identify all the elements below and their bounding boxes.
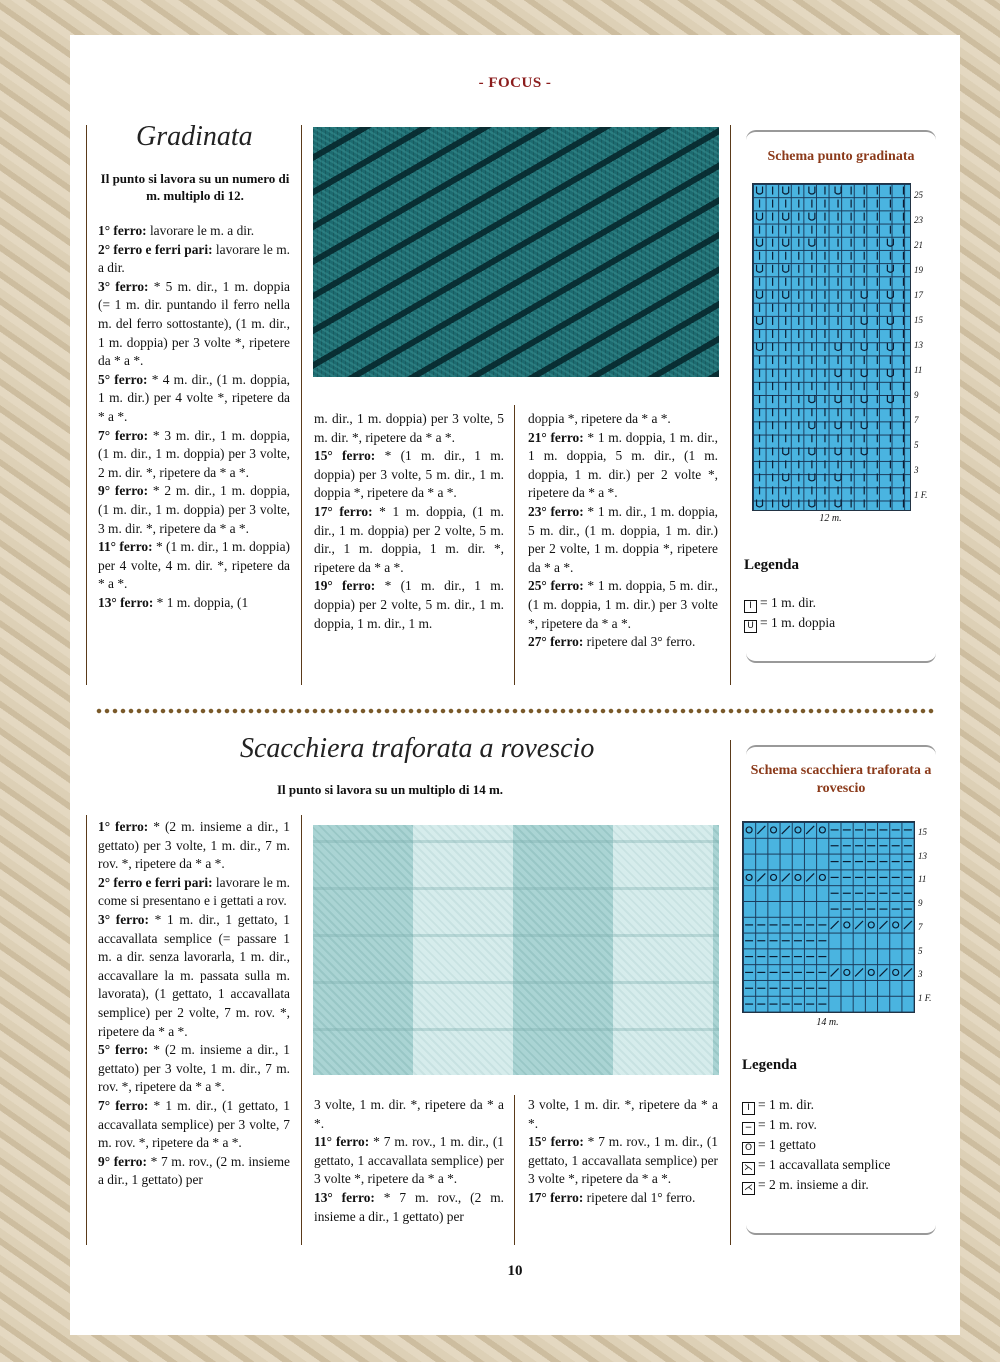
stitch-chart (752, 183, 911, 511)
section-subtitle: Il punto si lavora su un multiplo di 14 m. (276, 782, 504, 797)
instruction-row (314, 577, 504, 633)
row-text: * 1 m. dir., 1 gettato, 1 accavallata semplice (= passare 1 m. a dir. senza lavorarla, 1 m. dir., accavallare la m. passata sulla m. lavorata), (1 gettato, 1 accavallata semplice) per 2 volte, 7 m. rov. *, ripetere da * a *. (98, 911, 290, 1039)
chart-row-label: 1 F. (918, 993, 932, 1004)
row-text: * (2 m. insieme a dir., 1 gettato) per 3 volte, 1 m. dir., 7 m. rov. *, ripetere da * a *. (98, 819, 290, 872)
chart-row-label: 11 (918, 874, 927, 885)
chart-row-label: 3 (914, 465, 919, 476)
row-label: 17° ferro: (314, 503, 373, 519)
section-title: Gradinata (136, 121, 253, 152)
row-text: * (1 m. dir., 1 m. doppia) per 2 volte, 5 m. dir., 1 m. doppia, 1 m. dir., 1 m. (314, 578, 504, 631)
row-text: 3 volte, 1 m. dir. *, ripetere da * a *. (314, 1097, 504, 1131)
legend-item (744, 593, 835, 613)
row-label: 2° ferro e ferri pari: (98, 241, 213, 257)
legend-item (742, 1175, 890, 1195)
row-text: 3 volte, 1 m. dir. *, ripetere da * a *. (528, 1097, 718, 1131)
row-text: * 2 m. dir., 1 m. doppia, (1 m. dir., 1 m. doppia) per 3 volte, 3 m. dir. *, ripetere da * a *. (98, 483, 291, 536)
row-text: lavorare le m. a dir. (146, 223, 255, 238)
instruction-row (98, 278, 290, 371)
left-rule (86, 815, 87, 1245)
row-label: 11° ferro: (314, 1134, 370, 1150)
instructions-column-2 (314, 1096, 504, 1226)
col-rule (301, 815, 302, 1245)
legend-item (742, 1095, 890, 1115)
legend-symbol-icon: ⋋ (744, 1163, 753, 1173)
instruction-row (528, 1133, 718, 1189)
chart-width-label: 14 m. (816, 1017, 839, 1028)
row-label: 21° ferro: (528, 429, 584, 445)
row-label: 7° ferro: (98, 427, 149, 443)
legend-text: = 1 m. rov. (758, 1117, 817, 1132)
col-rule (301, 125, 302, 685)
legend-item (742, 1115, 890, 1135)
sidebar-brace (746, 745, 936, 761)
row-label: 5° ferro: (98, 1042, 149, 1058)
legend (744, 593, 835, 633)
row-text: * 1 m. dir., (1 gettato, 1 accavallata semplice) per 3 volte, 7 m. rov. *, ripetere da * a *. (98, 1097, 290, 1151)
sidebar-brace (746, 647, 936, 663)
legend-item (742, 1135, 890, 1155)
row-label: 2° ferro e ferri pari: (98, 874, 213, 890)
section-divider (95, 707, 935, 715)
instruction-row (98, 538, 290, 594)
schema-title: Schema punto gradinata (767, 149, 915, 164)
legend-text: = 2 m. insieme a dir. (758, 1177, 869, 1192)
sidebar-brace (746, 1219, 936, 1235)
instruction-row (528, 1096, 718, 1133)
chart-row-label: 17 (914, 289, 923, 300)
row-text: lavorare le m. come si presentano e i gettati a rov. (98, 874, 290, 909)
row-label: 27° ferro: (528, 634, 584, 650)
instructions-column-1 (98, 222, 290, 612)
row-text: * (2 m. insieme a dir., 1 gettato) per 3 volte, 1 m. dir., 7 m. rov. *, ripetere da * a *. (98, 1042, 290, 1095)
instruction-row (528, 577, 718, 633)
row-text: m. dir., 1 m. doppia) per 3 volte, 5 m. dir. *, ripetere da * a *. (314, 411, 504, 445)
row-text: * 4 m. dir., (1 m. doppia, 1 m. dir.) per 4 volte *, ripetere da * a *. (98, 371, 290, 424)
legend-text: = 1 gettato (758, 1137, 816, 1152)
chart-row-label: 5 (918, 945, 923, 956)
chart-row-label: 9 (914, 390, 919, 401)
page-number: 10 (507, 1263, 523, 1279)
page (70, 35, 960, 1335)
legend-symbol-icon: ⋌ (744, 1183, 753, 1193)
legend-symbol-icon: I (742, 1102, 755, 1115)
chart-symbols (743, 822, 914, 1012)
row-label: 23° ferro: (528, 503, 584, 519)
instruction-row (98, 241, 290, 278)
chart-row-label: 7 (914, 415, 919, 426)
row-text: * 7 m. rov., (2 m. insieme a dir., 1 gettato) per (314, 1189, 505, 1224)
row-label: 15° ferro: (314, 448, 376, 464)
legend-title: Legenda (742, 1057, 798, 1073)
chart-row-label: 13 (914, 340, 923, 350)
chart-row-label: 7 (918, 921, 923, 932)
instruction-row (98, 818, 290, 874)
row-label: 1° ferro: (98, 819, 149, 834)
row-label: 3° ferro: (98, 911, 149, 927)
instruction-row (98, 1153, 290, 1190)
row-text: * 1 m. doppia, (1 (153, 594, 249, 610)
row-text: * 7 m. rov., 1 m. dir., (1 gettato, 1 accavallata semplice) per 3 volte *, ripetere da * a *. (528, 1134, 718, 1187)
knit-sample-photo (313, 127, 719, 377)
row-label: 11° ferro: (98, 539, 153, 555)
chart-row-label: 9 (918, 898, 923, 909)
chart-row-label: 19 (914, 264, 923, 275)
legend-item (744, 613, 835, 633)
instruction-row (314, 447, 504, 503)
page-header: - FOCUS - (478, 75, 552, 91)
instruction-row (314, 410, 504, 447)
row-label: 9° ferro: (98, 1153, 147, 1169)
instruction-row (528, 429, 718, 503)
row-text: ripetere dal 3° ferro. (583, 634, 696, 650)
instruction-row (98, 482, 290, 538)
instruction-row (98, 594, 290, 613)
knit-sample-photo (313, 825, 719, 1075)
col-rule (514, 405, 515, 685)
instruction-row (528, 633, 718, 652)
chart-row-label: 13 (918, 850, 927, 861)
row-label: 25° ferro: (528, 578, 584, 594)
col-rule (730, 125, 731, 685)
row-text: * 1 m. doppia, 5 m. dir., (1 m. doppia, 1 m. dir.) per 3 volte *, ripetere da * a *. (528, 578, 719, 631)
row-label: 3° ferro: (98, 278, 149, 294)
instruction-row (98, 911, 290, 1041)
chart-row-label: 21 (914, 239, 923, 250)
chart-width-label: 12 m. (819, 513, 842, 524)
section-subtitle: Il punto si lavora su un numero di m. multiplo di 12. (100, 171, 290, 203)
instruction-row (314, 503, 504, 577)
chart-row-label: 1 F. (914, 490, 928, 501)
chart-row-label: 3 (918, 969, 923, 980)
instruction-row (314, 1133, 504, 1189)
instruction-row (98, 371, 290, 427)
legend-text: = 1 m. dir. (758, 1097, 814, 1112)
instruction-row (314, 1096, 504, 1133)
section-title: Scacchiera traforata a rovescio (240, 733, 595, 764)
left-rule (86, 125, 87, 685)
legend-symbol-icon: I (744, 600, 757, 613)
instruction-row (98, 874, 290, 911)
instruction-row (98, 1097, 290, 1153)
row-label: 15° ferro: (528, 1134, 584, 1150)
chart-row-label: 23 (914, 214, 923, 225)
legend-text: = 1 m. dir. (760, 595, 816, 610)
row-label: 13° ferro: (314, 1189, 375, 1205)
row-text: * 1 m. doppia, 1 m. dir., 1 m. doppia, 5 m. dir., (1 m. doppia, 1 m. dir.) per 2 volte *, ripetere da * a *. (528, 429, 719, 501)
instructions-column-3 (528, 1096, 718, 1208)
instruction-row (98, 222, 290, 241)
row-text: * (1 m. dir., 1 m. doppia) per 4 volte, 4 m. dir. *, ripetere da * a *. (98, 539, 290, 592)
row-label: 1° ferro: (98, 223, 147, 238)
schema-title: Schema scacchiera traforata a rovescio (750, 763, 932, 796)
chart-symbols (753, 184, 910, 510)
legend-text: = 1 accavallata semplice (758, 1157, 891, 1172)
row-label: 17° ferro: (528, 1189, 584, 1205)
col-rule (514, 1095, 515, 1245)
legend-symbol-icon: U (744, 620, 757, 633)
instructions-column-2 (314, 410, 504, 633)
instruction-row (98, 1041, 290, 1097)
instructions-column-1 (98, 818, 290, 1190)
row-text: * 7 m. rov., (2 m. insieme a dir., 1 gettato) per (98, 1153, 290, 1188)
chart-row-label: 15 (918, 826, 927, 837)
instruction-row (528, 1189, 718, 1208)
instruction-row (528, 410, 718, 429)
legend-symbol-icon: − (742, 1122, 755, 1135)
legend (742, 1095, 890, 1195)
instruction-row (314, 1189, 504, 1226)
instruction-row (528, 503, 718, 577)
row-text: * (1 m. dir., 1 m. doppia) per 3 volte, 5 m. dir., 1 m. doppia *, ripetere da * a *. (314, 448, 504, 501)
legend-text: = 1 m. doppia (760, 615, 836, 630)
row-text: * 7 m. rov., 1 m. dir., (1 gettato, 1 accavallata semplice) per 3 volte *, ripetere da * a *. (314, 1134, 504, 1187)
row-text: lavorare le m. a dir. (98, 241, 290, 276)
chart-row-label: 25 (914, 189, 923, 200)
row-label: 7° ferro: (98, 1097, 149, 1113)
row-text: ripetere dal 1° ferro. (583, 1189, 696, 1205)
chart-row-label: 5 (914, 440, 919, 451)
row-text: * 3 m. dir., 1 m. doppia, (1 m. dir., 1 m. doppia) per 3 volte, 2 m. dir. *, ripetere da * a *. (98, 427, 291, 480)
chart-row-label: 15 (914, 314, 923, 325)
col-rule (730, 740, 731, 1245)
row-text: * 1 m. dir., 1 m. doppia, 5 m. dir., (1 m. doppia, 1 m. dir.) per 2 volte, 1 m. doppia *, ripetere da * a *. (528, 503, 719, 575)
row-text: * 5 m. dir., 1 m. doppia (= 1 m. dir. puntando il ferro nella m. del ferro sottostante), (1 m. dir., 1 m. doppia) per 3 volte *, ripetere da * a *. (98, 278, 290, 369)
chart-row-label: 11 (914, 365, 923, 376)
row-text: * 1 m. doppia, (1 m. dir., 1 m. doppia) per 2 volte, 5 m. dir., 1 m. doppia, 1 m. dir. *, ripetere da * a *. (314, 503, 504, 575)
legend-symbol-icon: O (742, 1142, 755, 1155)
row-label: 19° ferro: (314, 578, 376, 594)
row-label: 13° ferro: (98, 594, 154, 610)
instruction-row (98, 427, 290, 483)
legend-title: Legenda (744, 557, 800, 573)
row-label: 5° ferro: (98, 371, 148, 387)
instructions-column-3 (528, 410, 718, 652)
row-text: doppia *, ripetere da * a *. (528, 411, 671, 426)
stitch-chart (742, 821, 915, 1013)
legend-item (742, 1155, 890, 1175)
sidebar-brace (746, 130, 936, 146)
row-label: 9° ferro: (98, 483, 149, 499)
